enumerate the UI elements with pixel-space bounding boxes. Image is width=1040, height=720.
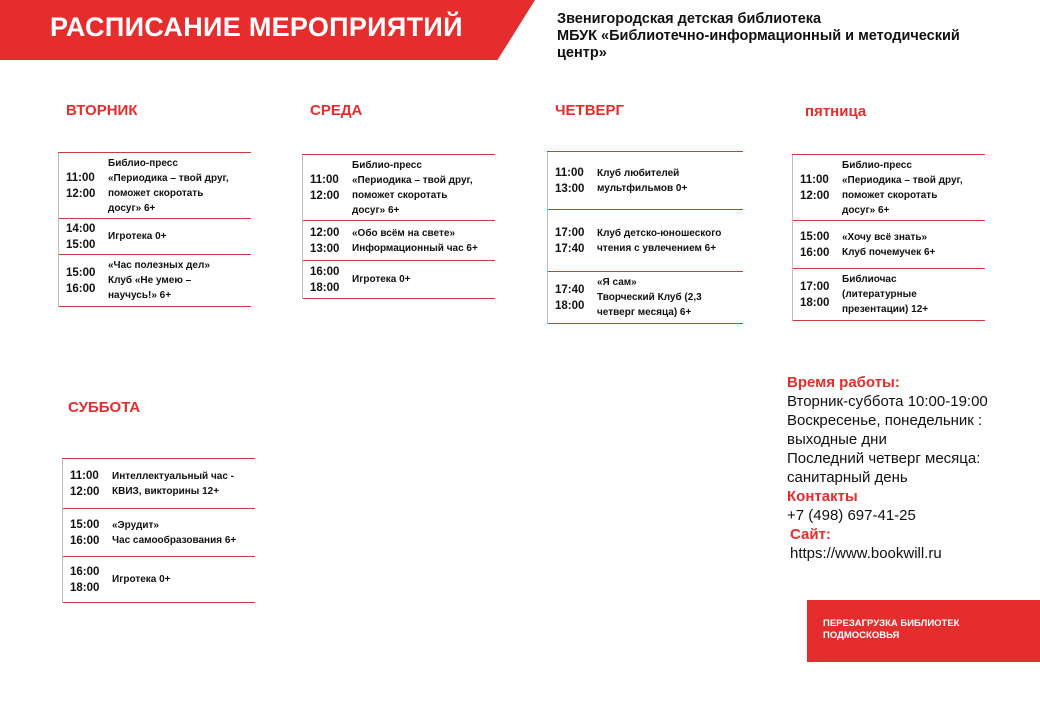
event-time-value: 17:40	[555, 283, 585, 296]
event-time	[58, 170, 108, 202]
schedule-row	[62, 509, 255, 557]
event-description-line: мультфильмов 0+	[597, 182, 688, 194]
event-time-value: 18:00	[800, 296, 830, 309]
working-hours-line: выходные дни	[787, 431, 887, 448]
event-description	[352, 272, 411, 287]
event-description-line: Библио-пресс	[108, 157, 178, 169]
event-description-line: поможет скоротать	[842, 189, 938, 201]
schedule-row	[62, 459, 255, 509]
event-time	[62, 468, 112, 500]
event-time-value: 14:00	[66, 222, 96, 235]
event-time-value: 12:00	[70, 485, 100, 498]
event-time-value: 12:00	[310, 189, 340, 202]
day-title-saturday: СУББОТА	[68, 399, 141, 416]
schedule-table-thursday	[547, 151, 743, 324]
event-time	[58, 265, 108, 297]
event-description	[108, 258, 210, 303]
event-time	[302, 172, 352, 204]
event-description-line: Клуб любителей	[597, 167, 680, 179]
event-description-line: Библио-пресс	[842, 159, 912, 171]
working-hours-line: Вторник-суббота 10:00-19:00	[787, 393, 988, 410]
event-time-value: 16:00	[70, 534, 100, 547]
event-description-line: Интеллектуальный час -	[112, 470, 235, 482]
event-description-line: «Периодика – твой друг,	[352, 174, 473, 186]
event-time-value: 11:00	[310, 173, 339, 186]
event-description-line: досуг» 6+	[108, 202, 156, 214]
schedule-row	[547, 152, 743, 210]
info-block	[787, 373, 1037, 563]
event-description-line: четверг месяца) 6+	[597, 307, 692, 318]
day-title-thursday: ЧЕТВЕРГ	[555, 102, 625, 119]
event-description-line: Час самообразования 6+	[112, 534, 237, 546]
event-time-value: 12:00	[310, 226, 340, 239]
page-title: РАСПИСАНИЕ МЕРОПРИЯТИЙ	[50, 12, 463, 42]
event-time-value: 15:00	[66, 266, 96, 279]
event-description-line: «Периодика – твой друг,	[108, 172, 229, 184]
table-left-border	[62, 459, 63, 603]
event-description-line: «Час полезных дел»	[108, 260, 210, 271]
event-description-line: «Периодика – твой друг,	[842, 174, 963, 186]
event-description	[597, 166, 687, 196]
phone-number: +7 (498) 697-41-25	[787, 507, 916, 524]
schedule-row	[302, 155, 495, 221]
event-time-value: 18:00	[310, 281, 340, 294]
event-time-value: 11:00	[70, 469, 99, 482]
event-time-value: 17:40	[555, 242, 585, 255]
event-description	[108, 229, 167, 244]
schedule-table-friday	[792, 154, 985, 321]
event-description-line: (литературные	[842, 289, 917, 300]
event-time-value: 16:00	[310, 265, 340, 278]
schedule-row	[792, 155, 985, 221]
event-time-value: 16:00	[70, 565, 100, 578]
event-description-line: Библио-пресс	[352, 159, 422, 171]
event-time-value: 17:00	[800, 280, 830, 293]
working-hours-line: санитарный день	[787, 469, 908, 486]
event-time-value: 13:00	[555, 182, 585, 195]
event-description-line: научусь!» 6+	[108, 290, 172, 301]
org-line: центр»	[557, 45, 607, 61]
schedule-table-tuesday	[58, 152, 251, 307]
table-left-border	[547, 152, 548, 324]
schedule-row	[62, 557, 255, 603]
event-description-line: Клуб детско-юношеского	[597, 227, 722, 239]
event-time-value: 12:00	[66, 187, 96, 200]
event-time-value: 15:00	[800, 230, 830, 243]
table-left-border	[302, 155, 303, 299]
event-time	[792, 279, 842, 311]
event-description	[842, 230, 935, 260]
event-time	[58, 221, 108, 253]
site-link[interactable]: https://www.bookwill.ru	[790, 545, 942, 562]
schedule-table-saturday	[62, 458, 255, 603]
event-description	[352, 226, 478, 256]
event-description-line: «Эрудит»	[112, 519, 159, 531]
event-time-value: 12:00	[800, 189, 830, 202]
event-time	[792, 229, 842, 261]
working-hours-line: Последний четверг месяца:	[787, 450, 981, 467]
event-description	[108, 156, 229, 216]
event-description	[352, 158, 473, 218]
contacts-title: Контакты	[787, 488, 858, 505]
schedule-table-wednesday	[302, 154, 495, 299]
footer-badge	[807, 600, 1040, 662]
event-description-line: Творческий Клуб (2,3	[597, 292, 702, 303]
event-time-value: 15:00	[66, 238, 96, 251]
event-description	[112, 469, 234, 499]
event-time-value: 11:00	[66, 171, 95, 184]
event-description-line: досуг» 6+	[352, 204, 400, 216]
event-description-line: «Обо всём на свете»	[352, 227, 456, 239]
event-time-value: 11:00	[800, 173, 829, 186]
event-description-line: поможет скоротать	[352, 189, 448, 201]
event-description	[597, 275, 702, 320]
event-time	[62, 564, 112, 596]
event-time	[547, 165, 597, 197]
event-description-line: поможет скоротать	[108, 187, 204, 199]
schedule-row	[58, 255, 251, 307]
event-time	[302, 225, 352, 257]
event-time-value: 18:00	[555, 299, 585, 312]
schedule-row	[58, 219, 251, 255]
event-time-value: 15:00	[70, 518, 100, 531]
footer-text	[823, 618, 959, 642]
org-line: МБУК «Библиотечно-информационный и методический	[557, 28, 960, 44]
event-description-line: Игротека 0+	[352, 274, 411, 285]
event-description-line: «Хочу всё знать»	[842, 231, 928, 243]
event-description-line: Информационный час 6+	[352, 242, 478, 254]
event-time	[547, 225, 597, 257]
event-time-value: 16:00	[66, 282, 96, 295]
event-time-value: 17:00	[555, 226, 585, 239]
event-description-line: досуг» 6+	[842, 204, 890, 216]
event-description-line: Клуб почемучек 6+	[842, 246, 936, 258]
schedule-row	[302, 261, 495, 299]
event-description	[842, 272, 928, 317]
event-description	[112, 572, 171, 587]
footer-line: ПЕРЕЗАГРУЗКА БИБЛИОТЕК	[823, 618, 960, 629]
day-title-wednesday: СРЕДА	[310, 102, 363, 119]
table-left-border	[792, 155, 793, 321]
schedule-row	[302, 221, 495, 261]
working-hours-line: Воскресенье, понедельник :	[787, 412, 983, 429]
event-description-line: Игротека 0+	[108, 231, 167, 242]
schedule-row	[792, 221, 985, 269]
event-time-value: 13:00	[310, 242, 340, 255]
schedule-row	[547, 272, 743, 324]
event-description-line: Библиочас	[842, 274, 897, 285]
event-time	[547, 282, 597, 314]
schedule-row	[58, 153, 251, 219]
event-description-line: презентации) 12+	[842, 304, 929, 315]
day-title-friday: пятница	[805, 103, 867, 120]
event-description	[842, 158, 963, 218]
schedule-row	[792, 269, 985, 321]
event-description-line: Клуб «Не умею –	[108, 275, 192, 286]
event-time	[792, 172, 842, 204]
event-description-line: КВИЗ, викторины 12+	[112, 485, 220, 497]
event-description-line: Игротека 0+	[112, 574, 171, 585]
event-time	[62, 517, 112, 549]
event-description	[112, 518, 236, 548]
organization-name	[557, 11, 1027, 62]
day-title-tuesday: ВТОРНИК	[66, 102, 138, 119]
event-time-value: 11:00	[555, 166, 584, 179]
footer-line: ПОДМОСКОВЬЯ	[823, 630, 900, 641]
event-time	[302, 264, 352, 296]
event-time-value: 16:00	[800, 246, 830, 259]
event-description-line: «Я сам»	[597, 277, 637, 288]
table-left-border	[58, 153, 59, 307]
event-description	[597, 226, 721, 256]
org-line: Звенигородская детская библиотека	[557, 11, 822, 27]
event-description-line: чтения с увлечением 6+	[597, 242, 717, 254]
working-hours-title: Время работы:	[787, 374, 900, 391]
event-time-value: 18:00	[70, 581, 100, 594]
schedule-row	[547, 210, 743, 272]
site-title: Сайт:	[790, 526, 831, 543]
